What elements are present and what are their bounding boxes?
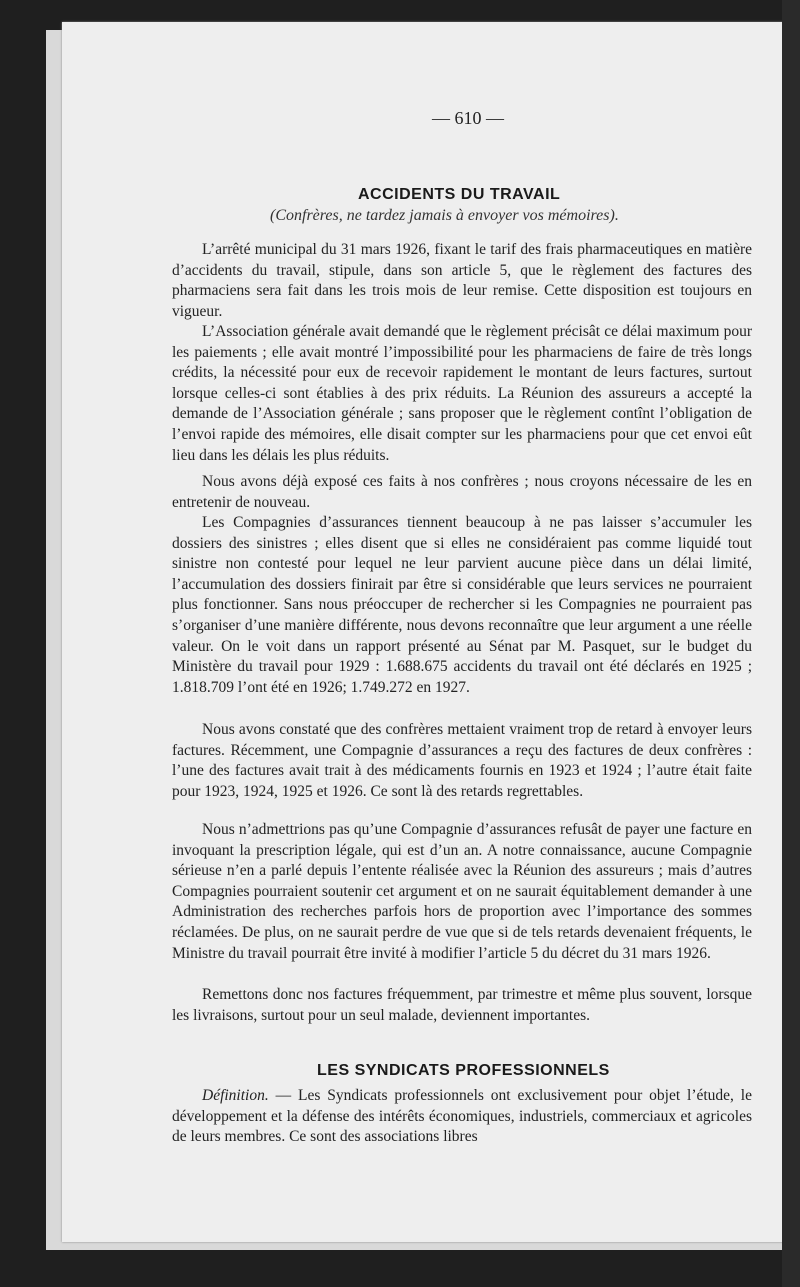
paragraph-4: Les Compagnies d’assurances tiennent beaucoup à ne pas laisser s’accumuler les dossiers des sinistres ; elles disent que si elles ne considéraient pas comme liquidé tout sinistre non contesté pour lequel ne leur parvient aucune pièce dans un délai limité, l’accumulation des dossiers finirait par être si considérable que leurs services ne pourraient plus fonctionner. Sans nous préoccuper de rechercher si les Compagnies ne pourraient pas s’organiser d’une manière différente, nous devons reconnaître que leur argument a une réelle valeur. On le voit dans un rapport présenté au Sénat par M. Pasquet, sur le budget du Ministère du travail pour 1929 : 1.688.675 accidents du travail ont été déclarés en 1925 ; 1.818.709 l’ont été en 1926; 1.749.272 en 1927. bbox=[172, 514, 752, 696]
definition-text: — Les Syndicats professionnels ont exclusivement pour objet l’étude, le développement et la défense des intérêts économiques, industriels, commerciaux et agricoles de leurs membres. Ce sont des associations libres bbox=[172, 1087, 752, 1146]
paragraph-2: L’Association générale avait demandé que le règlement précisât ce délai maximum pour les paiements ; elle avait montré l’impossibilité pour les pharmaciens de faire de très longs crédits, la nécessité pour eux de recevoir rapidement le montant de leurs factures, surtout lorsque celles-ci sont établies à des prix réduits. La Réunion des assureurs a accepté la demande de l’Association générale ; sans proposer que le règlement contînt l’obligation de l’envoi rapide des mémoires, elle disait compter sur les pharmaciens pour que cet envoi eût lieu dans les délais les plus réduits. bbox=[172, 323, 752, 464]
paragraph-1: L’arrêté municipal du 31 mars 1926, fixant le tarif des frais pharmaceutiques en matière d’accidents du travail, stipule, dans son article 5, que le règlement des factures des pharmaciens sera fait dans les trois mois de leur remise. Cette disposition est toujours en vigueur. bbox=[172, 241, 752, 320]
paragraph-6: Nous n’admettrions pas qu’une Compagnie d’assurances refusât de payer une facture en invoquant la prescription légale, qui est d’un an. A notre connaissance, aucune Compagnie sérieuse n’en a parlé depuis l’entente réalisée avec la Réunion des assureurs ; mais d’autres Compagnies pourraient soutenir cet argument et on ne saurait équitablement demander à une Administration des recherches parfois hors de proportion avec l’importance des sommes réclamées. De plus, on ne saurait perdre de vue que si de tels retards devenaient fréquents, le Ministre du travail pourrait être invité à modifier l’article 5 du décret du 31 mars 1926. bbox=[172, 821, 752, 962]
definition-term: Définition. bbox=[202, 1087, 269, 1104]
section-title-syndicats: LES SYNDICATS PROFESSIONNELS bbox=[317, 1062, 610, 1079]
section-subtitle: (Confrères, ne tardez jamais à envoyer vos mémoires). bbox=[270, 207, 619, 224]
paragraph-5: Nous avons constaté que des confrères mettaient vraiment trop de retard à envoyer leurs factures. Récemment, une Compagnie d’assurances a reçu des factures de deux confrères : l’une des factures avait trait à des médicaments fournis en 1923 et 1924 ; l’autre était faite pour 1923, 1924, 1925 et 1926. Ce sont là des retards regrettables. bbox=[172, 721, 752, 800]
paragraph-7: Remettons donc nos factures fréquemment, par trimestre et même plus souvent, lorsque les livraisons, surtout pour un seul malade, deviennent importantes. bbox=[172, 986, 752, 1024]
paragraph-definition bbox=[172, 1086, 752, 1148]
page-number: — 610 — bbox=[432, 108, 504, 128]
section-title-accidents: ACCIDENTS DU TRAVAIL bbox=[358, 186, 561, 203]
scanner-border bbox=[782, 0, 800, 1287]
paragraph-3: Nous avons déjà exposé ces faits à nos confrères ; nous croyons nécessaire de les en entretenir de nouveau. bbox=[172, 473, 752, 511]
